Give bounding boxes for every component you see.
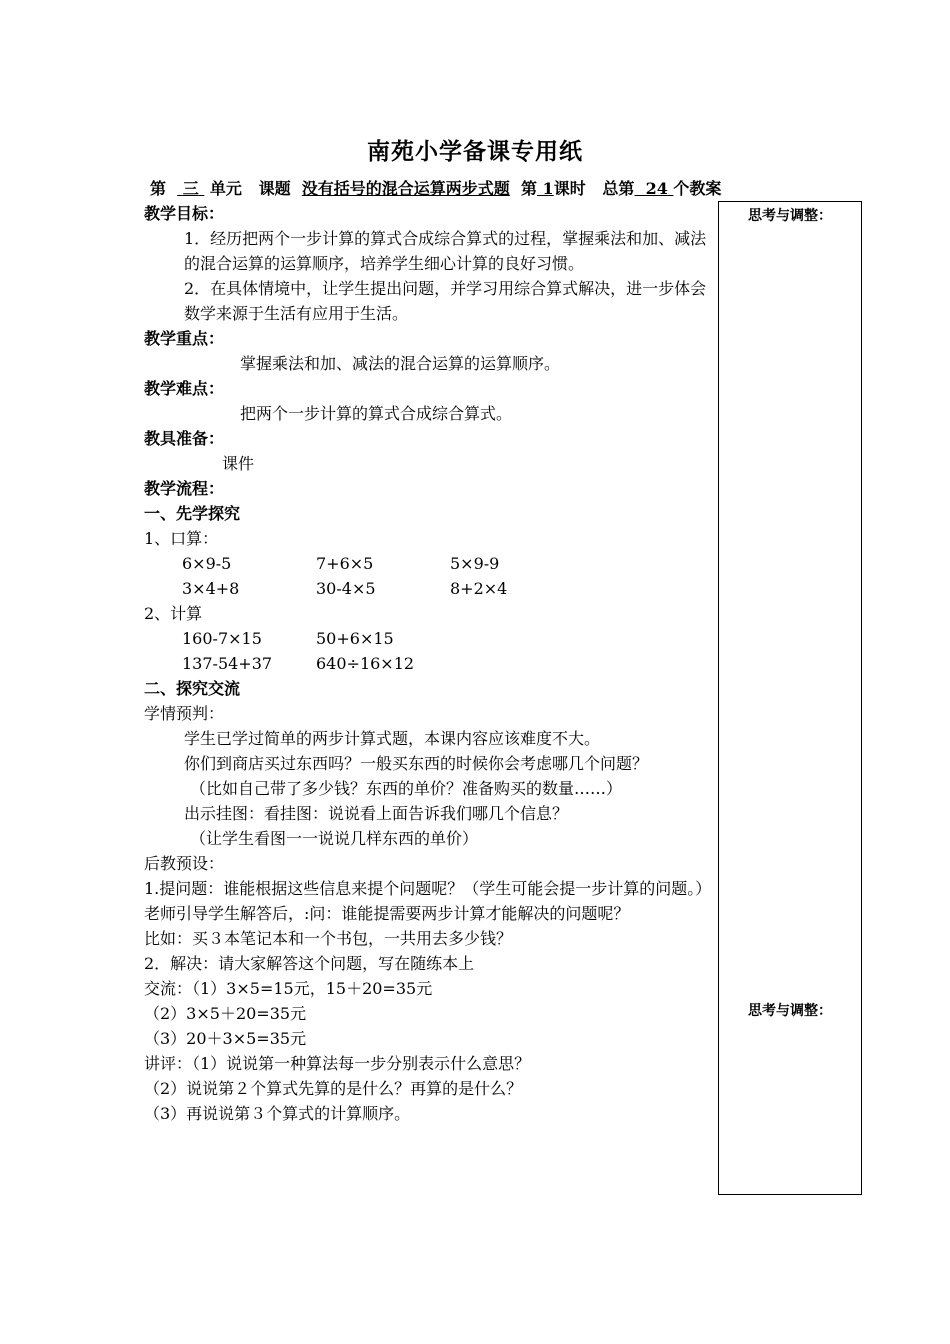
unit-prefix: 第 <box>150 179 167 198</box>
reflection-label-top: 思考与调整： <box>748 208 832 224</box>
calc-item: 640÷16×12 <box>316 654 415 673</box>
oral-item: 8+2×4 <box>450 579 508 598</box>
tools-text: 课件 <box>222 454 255 473</box>
total-suffix: 个教案 <box>673 179 722 198</box>
total-number: 24 <box>645 179 668 198</box>
key-heading: 教学重点： <box>144 329 225 348</box>
key-text: 掌握乘法和加、减法的混合运算的运算顺序。 <box>240 354 561 373</box>
goals-heading: 教学目标： <box>144 204 225 223</box>
unit-label: 单元 <box>209 179 242 198</box>
comment-1: 讲评：（1）说说第一种算法每一步分别表示什么意思？ <box>144 1054 531 1073</box>
oral-item: 3×4+8 <box>182 579 240 598</box>
section-1-heading: 一、先学探究 <box>144 504 241 523</box>
difficulty-text: 把两个一步计算的算式合成综合算式。 <box>240 404 513 423</box>
page-title: 南苑小学备课专用纸 <box>367 138 583 165</box>
tools-heading: 教具准备： <box>144 429 225 448</box>
calc-row <box>144 651 714 676</box>
topic: 没有括号的混合运算两步式题 <box>301 179 510 198</box>
oral-item: 6×9-5 <box>182 554 232 573</box>
calc-item: 160-7×15 <box>182 629 262 648</box>
example: 比如：买３本笔记本和一个书包，一共用去多少钱？ <box>144 929 513 948</box>
exchange-3: （3）20＋3×5=35元 <box>144 1029 307 1048</box>
flow-heading: 教学流程： <box>144 479 225 498</box>
question-1: 你们到商店买过东西吗？一般买东西的时候你会考虑哪几个问题？ <box>184 754 649 773</box>
teacher-guide: 老师引导学生解答后，:问：谁能提需要两步计算才能解决的问题呢？ <box>144 904 630 923</box>
reflection-column <box>718 201 862 1195</box>
comment-2: （2）说说第２个算式先算的是什么？再算的是什么？ <box>144 1079 523 1098</box>
oral-row <box>144 576 714 601</box>
exchange-2: （2）3×5＋20=35元 <box>144 1004 307 1023</box>
difficulty-heading: 教学难点： <box>144 379 225 398</box>
predict-text: 学生已学过简单的两步计算式题，本课内容应该难度不大。 <box>184 729 601 748</box>
reflection-label-bottom: 思考与调整： <box>748 1003 832 1019</box>
lesson-header <box>150 176 721 199</box>
oral-label: 1、口算： <box>144 529 219 548</box>
oral-item: 7+6×5 <box>316 554 374 573</box>
calc-label: 2、计算 <box>144 604 203 623</box>
lesson-content <box>144 201 714 1126</box>
step-1: 1.提问题：谁能根据这些信息来提个问题呢？（学生可能会提一步计算的问题。） <box>144 879 712 898</box>
unit-number: 三 <box>182 179 199 198</box>
step-2: 2．解决：请大家解答这个问题，写在随练本上 <box>144 954 475 973</box>
oral-item: 5×9-9 <box>450 554 500 573</box>
calc-row <box>144 626 714 651</box>
after-label: 后教预设： <box>144 854 225 873</box>
show-chart-note: （让学生看图一一说说几样东西的单价） <box>190 829 479 848</box>
exchange-1: 交流：（1）3×5=15元，15＋20=35元 <box>144 979 433 998</box>
topic-label: 课题 <box>258 179 291 198</box>
predict-label: 学情预判： <box>144 704 225 723</box>
question-1-note: （比如自己带了多少钱？东西的单价？准备购买的数量……） <box>190 779 623 798</box>
oral-row <box>144 551 714 576</box>
calc-item: 50+6×15 <box>316 629 394 648</box>
total-prefix: 总第 <box>602 179 635 198</box>
calc-item: 137-54+37 <box>182 654 273 673</box>
section-2-heading: 二、探究交流 <box>144 679 241 698</box>
lesson-number: 1 <box>542 179 554 198</box>
lesson-suffix: 课时 <box>553 179 586 198</box>
show-chart: 出示挂图：看挂图：说说看上面告诉我们哪几个信息？ <box>184 804 569 823</box>
goal-1: 1．经历把两个一步计算的算式合成综合算式的过程，掌握乘法和加、减法的混合运算的运算顺序，培养学生细心计算的良好习惯。 <box>184 229 707 273</box>
goal-2: 2．在具体情境中，让学生提出问题，并学习用综合算式解决，进一步体会数学来源于生活有应用于生活。 <box>184 279 707 323</box>
oral-item: 30-4×5 <box>316 579 376 598</box>
comment-3: （3）再说说第３个算式的计算顺序。 <box>144 1104 411 1123</box>
lesson-prefix: 第 <box>520 179 537 198</box>
